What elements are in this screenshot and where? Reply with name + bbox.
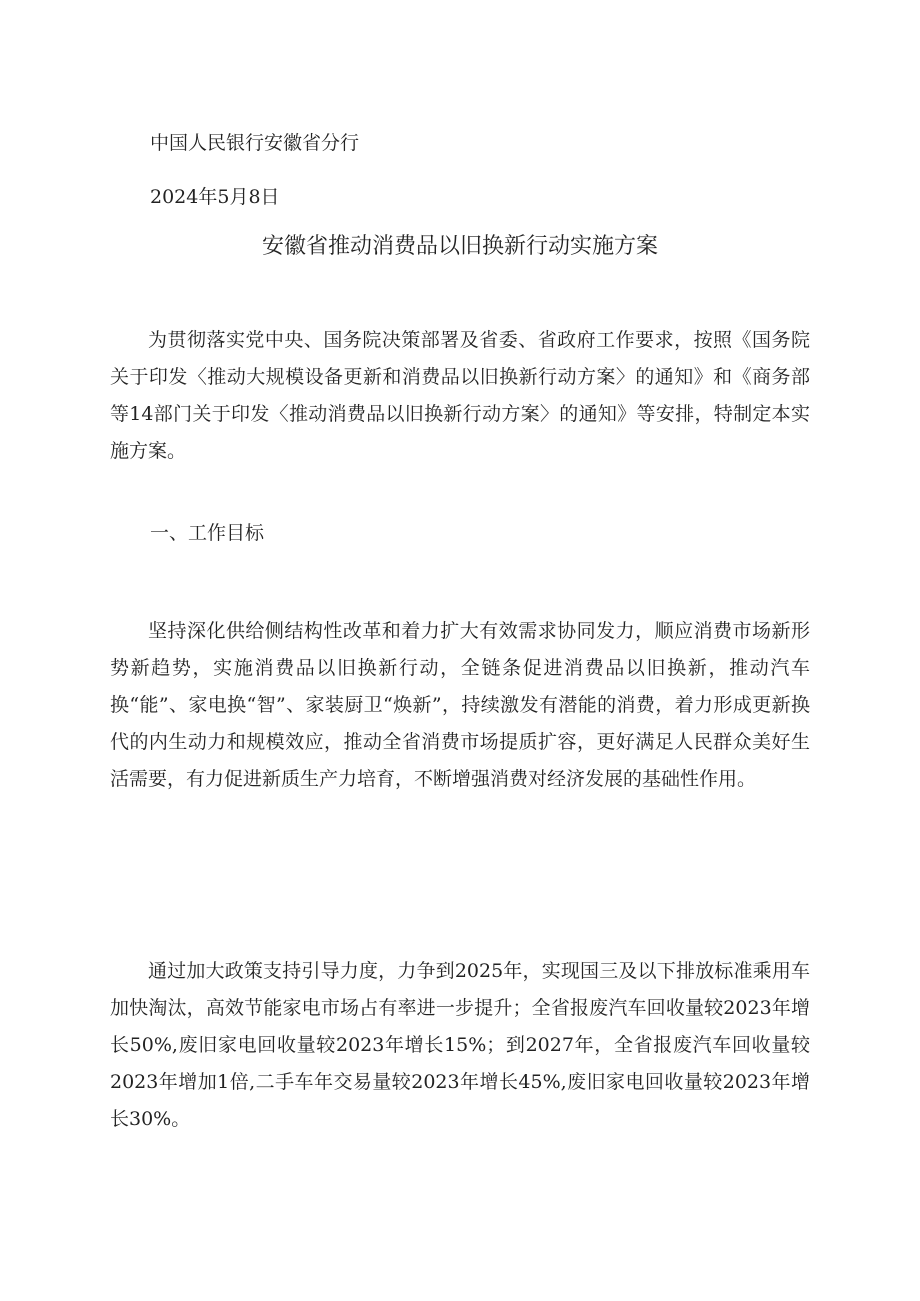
intro-paragraph: 为贯彻落实党中央、国务院决策部署及省委、省政府工作要求，按照《国务院关于印发〈推动大规模设备更新和消费品以旧换新行动方案〉的通知》和《商务部等14部门关于印发〈推动消费品以旧换新行动方案〉的通知》等安排，特制定本实施方案。 — [110, 329, 810, 462]
section-heading-goals: 一、工作目标 — [150, 522, 265, 544]
document-title: 安徽省推动消费品以旧换新行动实施方案 — [261, 234, 658, 259]
goals-paragraph-2: 通过加大政策支持引导力度，力争到2025年，实现国三及以下排放标准乘用车加快淘汰，高效节能家电市场占有率进一步提升；全省报废汽车回收量较2023年增长50%,废旧家电回收量较2023年增长15%；到2027年，全省报废汽车回收量较2023年增加1倍,二手车年交易量较2023年增长45%,废旧家电回收量较2023年增长30%。 — [110, 960, 810, 1130]
document-date: 2024年5月8日 — [150, 186, 280, 208]
issuer-name: 中国人民银行安徽省分行 — [150, 132, 360, 154]
goals-paragraph-1: 坚持深化供给侧结构性改革和着力扩大有效需求协同发力，顺应消费市场新形势新趋势，实施消费品以旧换新行动，全链条促进消费品以旧换新，推动汽车换“能”、家电换“智”、家装厨卫“焕新”，持续激发有潜能的消费，着力形成更新换代的内生动力和规模效应，推动全省消费市场提质扩容，更好满足人民群众美好生活需要，有力促进新质生产力培育，不断增强消费对经济发展的基础性作用。 — [110, 620, 810, 790]
